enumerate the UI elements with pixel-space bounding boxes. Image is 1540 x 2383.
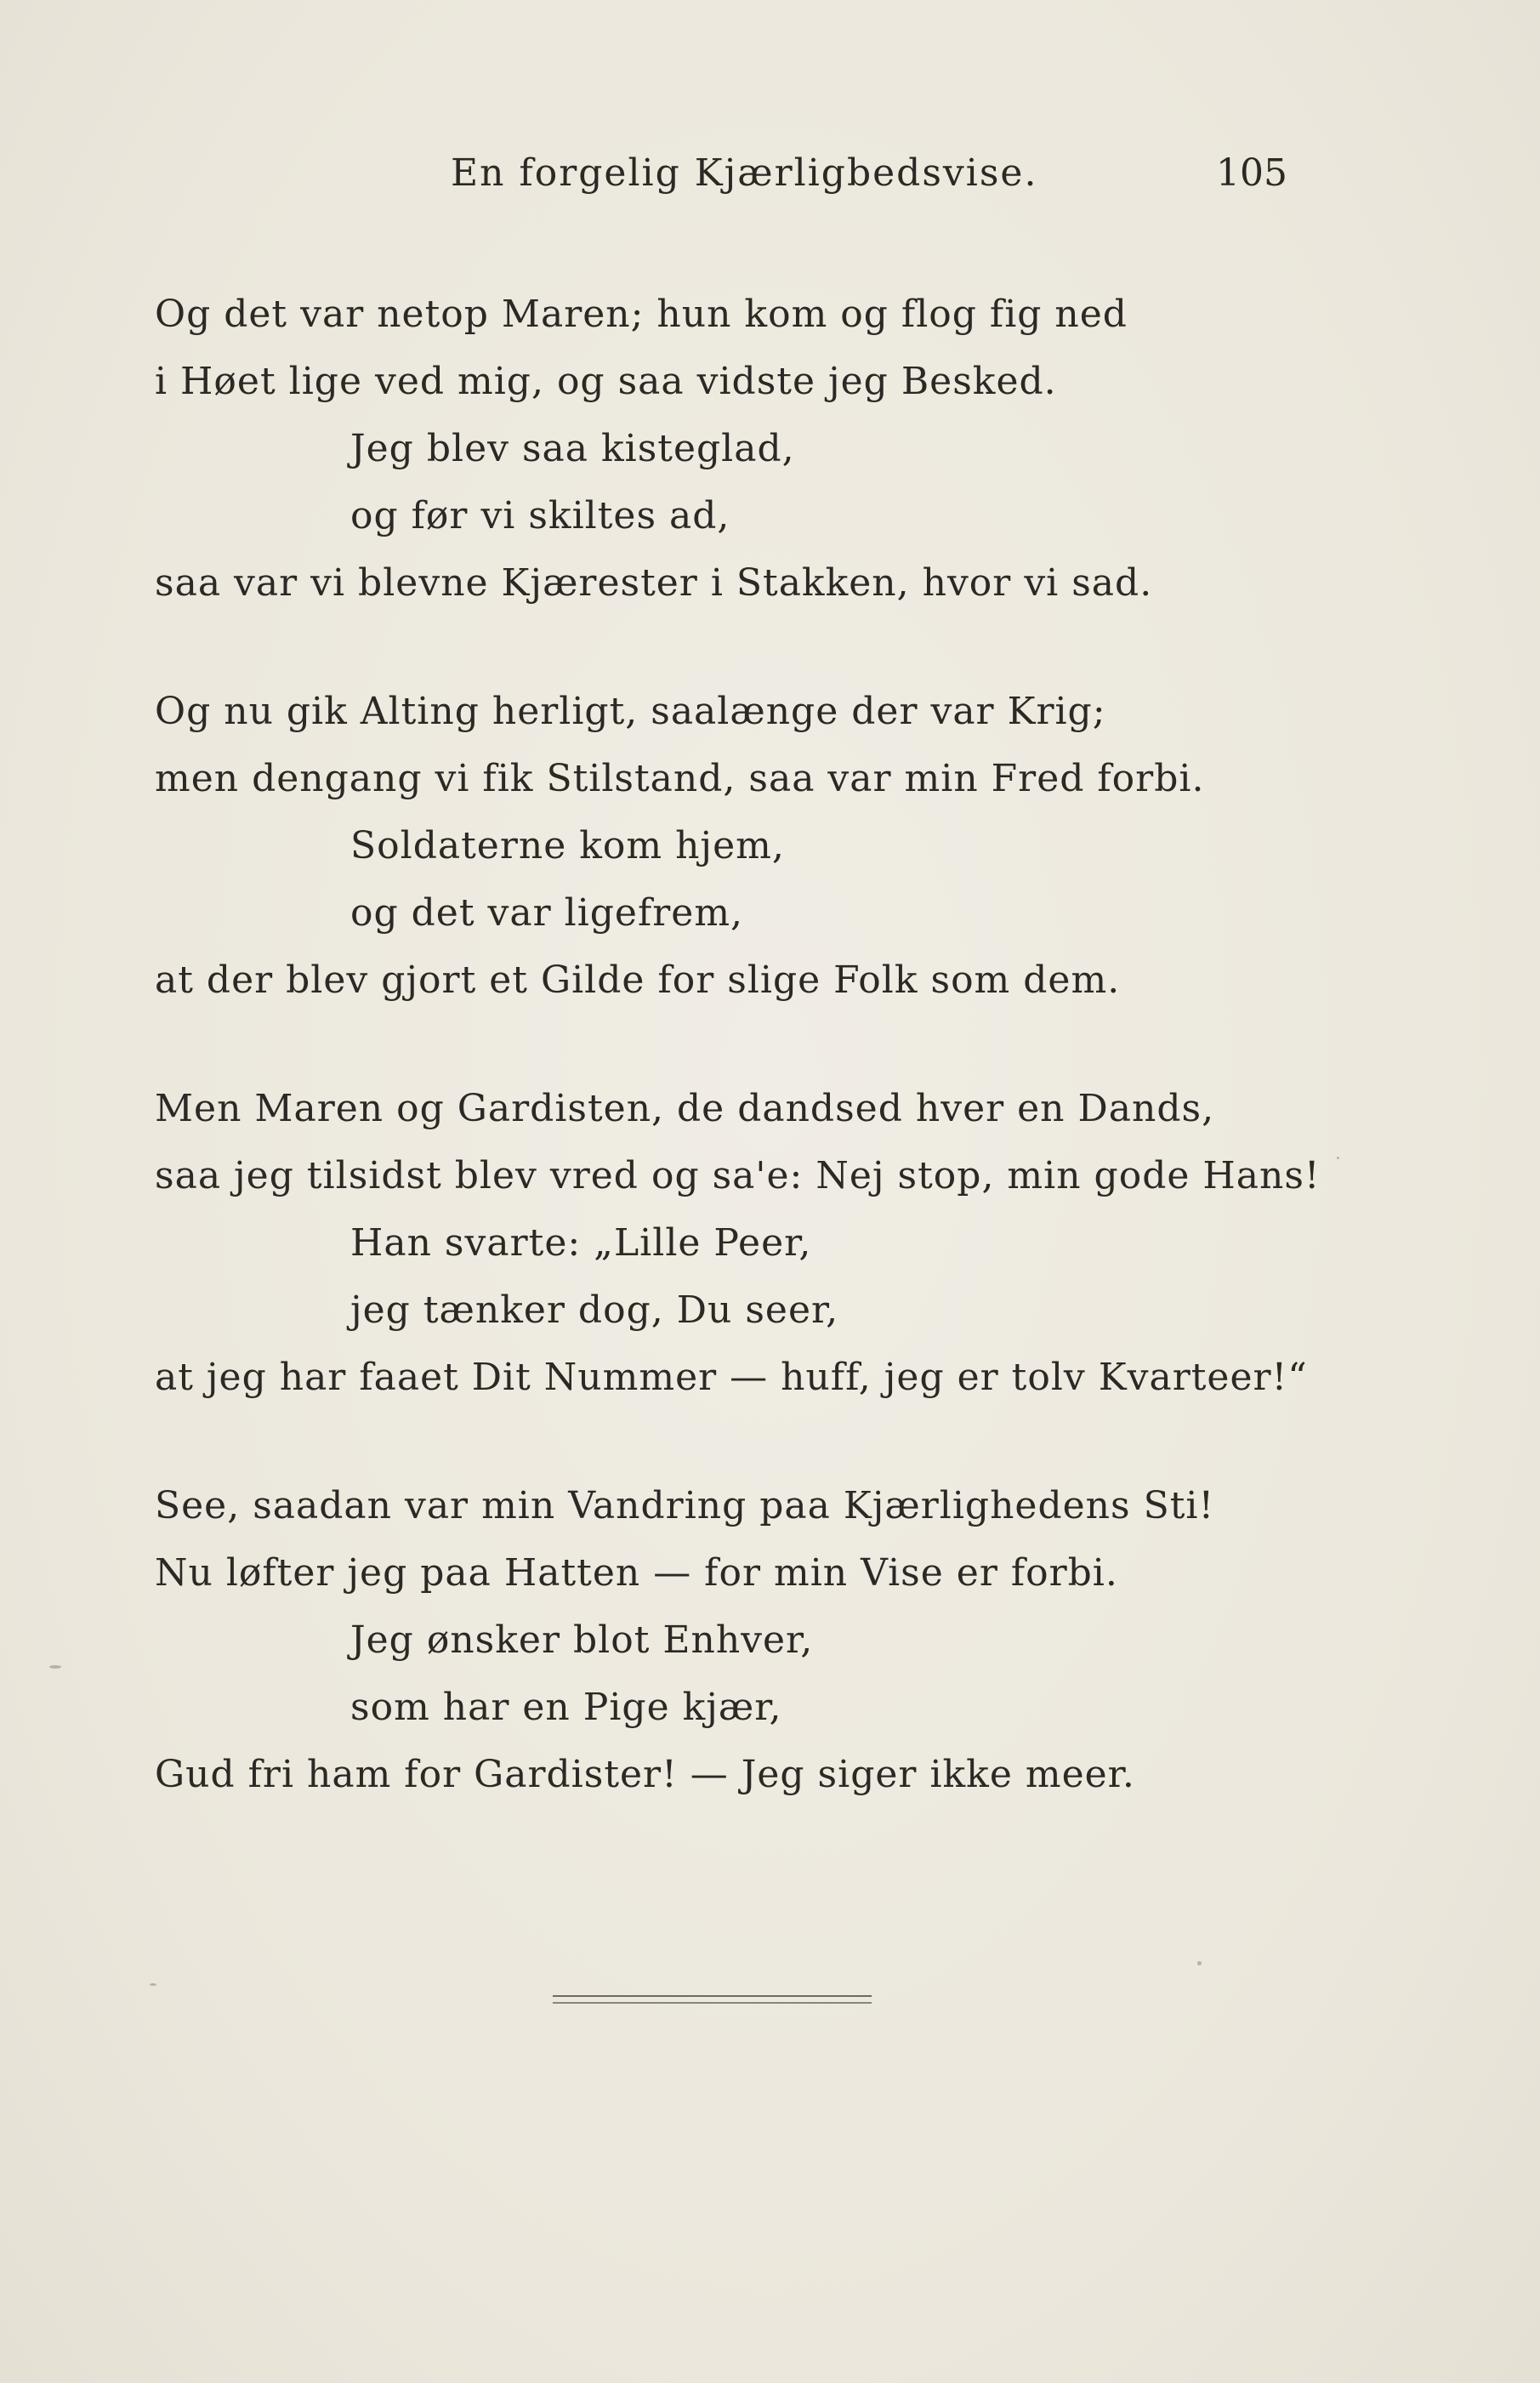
poem-line: Og nu gik Alting herligt, saalænge der var Krig; xyxy=(155,690,1106,733)
poem-line: See, saadan var min Vandring paa Kjærlighedens Sti! xyxy=(155,1484,1215,1527)
paper-speck xyxy=(49,1665,61,1669)
poem-line: Nu løfter jeg paa Hatten — for min Vise er forbi. xyxy=(155,1551,1118,1595)
end-rule xyxy=(553,1995,872,2005)
poem-line: Gud fri ham for Gardister! — Jeg siger ikke meer. xyxy=(155,1753,1135,1796)
stanza-3 xyxy=(155,1075,1396,1411)
poem-line-indented: og før vi skiltes ad, xyxy=(350,494,730,537)
poem-line: Og det var netop Maren; hun kom og flog fig ned xyxy=(155,293,1128,336)
stanza-2 xyxy=(155,678,1396,1014)
paper-speck xyxy=(150,1983,156,1986)
stanza-1 xyxy=(155,281,1396,617)
poem-line: i Høet lige ved mig, og saa vidste jeg Besked. xyxy=(155,360,1057,403)
paper-speck xyxy=(1197,1961,1202,1965)
poem-line: saa jeg tilsidst blev vred og sa'e: Nej stop, min gode Hans! xyxy=(155,1154,1321,1197)
poem xyxy=(155,281,1396,1869)
page-number: 105 xyxy=(1216,151,1287,195)
poem-line: men dengang vi fik Stilstand, saa var min Fred forbi. xyxy=(155,757,1205,800)
running-head xyxy=(0,151,1540,202)
poem-line-indented: Han svarte: „Lille Peer, xyxy=(350,1221,812,1265)
poem-line: Men Maren og Gardisten, de dandsed hver en Dands, xyxy=(155,1087,1215,1130)
poem-line-indented: og det var ligefrem, xyxy=(350,891,744,935)
poem-line: at der blev gjort et Gilde for slige Folk som dem. xyxy=(155,958,1121,1002)
end-rule-line xyxy=(553,2002,872,2004)
poem-line-indented: som har en Pige kjær, xyxy=(350,1686,782,1729)
poem-line: at jeg har faaet Dit Nummer — huff, jeg er tolv Kvarteer!“ xyxy=(155,1356,1308,1399)
poem-line: saa var vi blevne Kjærester i Stakken, hvor vi sad. xyxy=(155,561,1153,605)
paper-speck xyxy=(1337,1157,1339,1159)
stanza-4 xyxy=(155,1472,1396,1808)
poem-line-indented: jeg tænker dog, Du seer, xyxy=(350,1288,839,1332)
poem-line-indented: Jeg blev saa kisteglad, xyxy=(350,427,795,470)
poem-line-indented: Jeg ønsker blot Enhver, xyxy=(350,1618,814,1662)
poem-line-indented: Soldaterne kom hjem, xyxy=(350,824,785,867)
running-title: En forgelig Kjærligbedsvise. xyxy=(451,151,1038,195)
end-rule-line xyxy=(553,1995,872,1997)
